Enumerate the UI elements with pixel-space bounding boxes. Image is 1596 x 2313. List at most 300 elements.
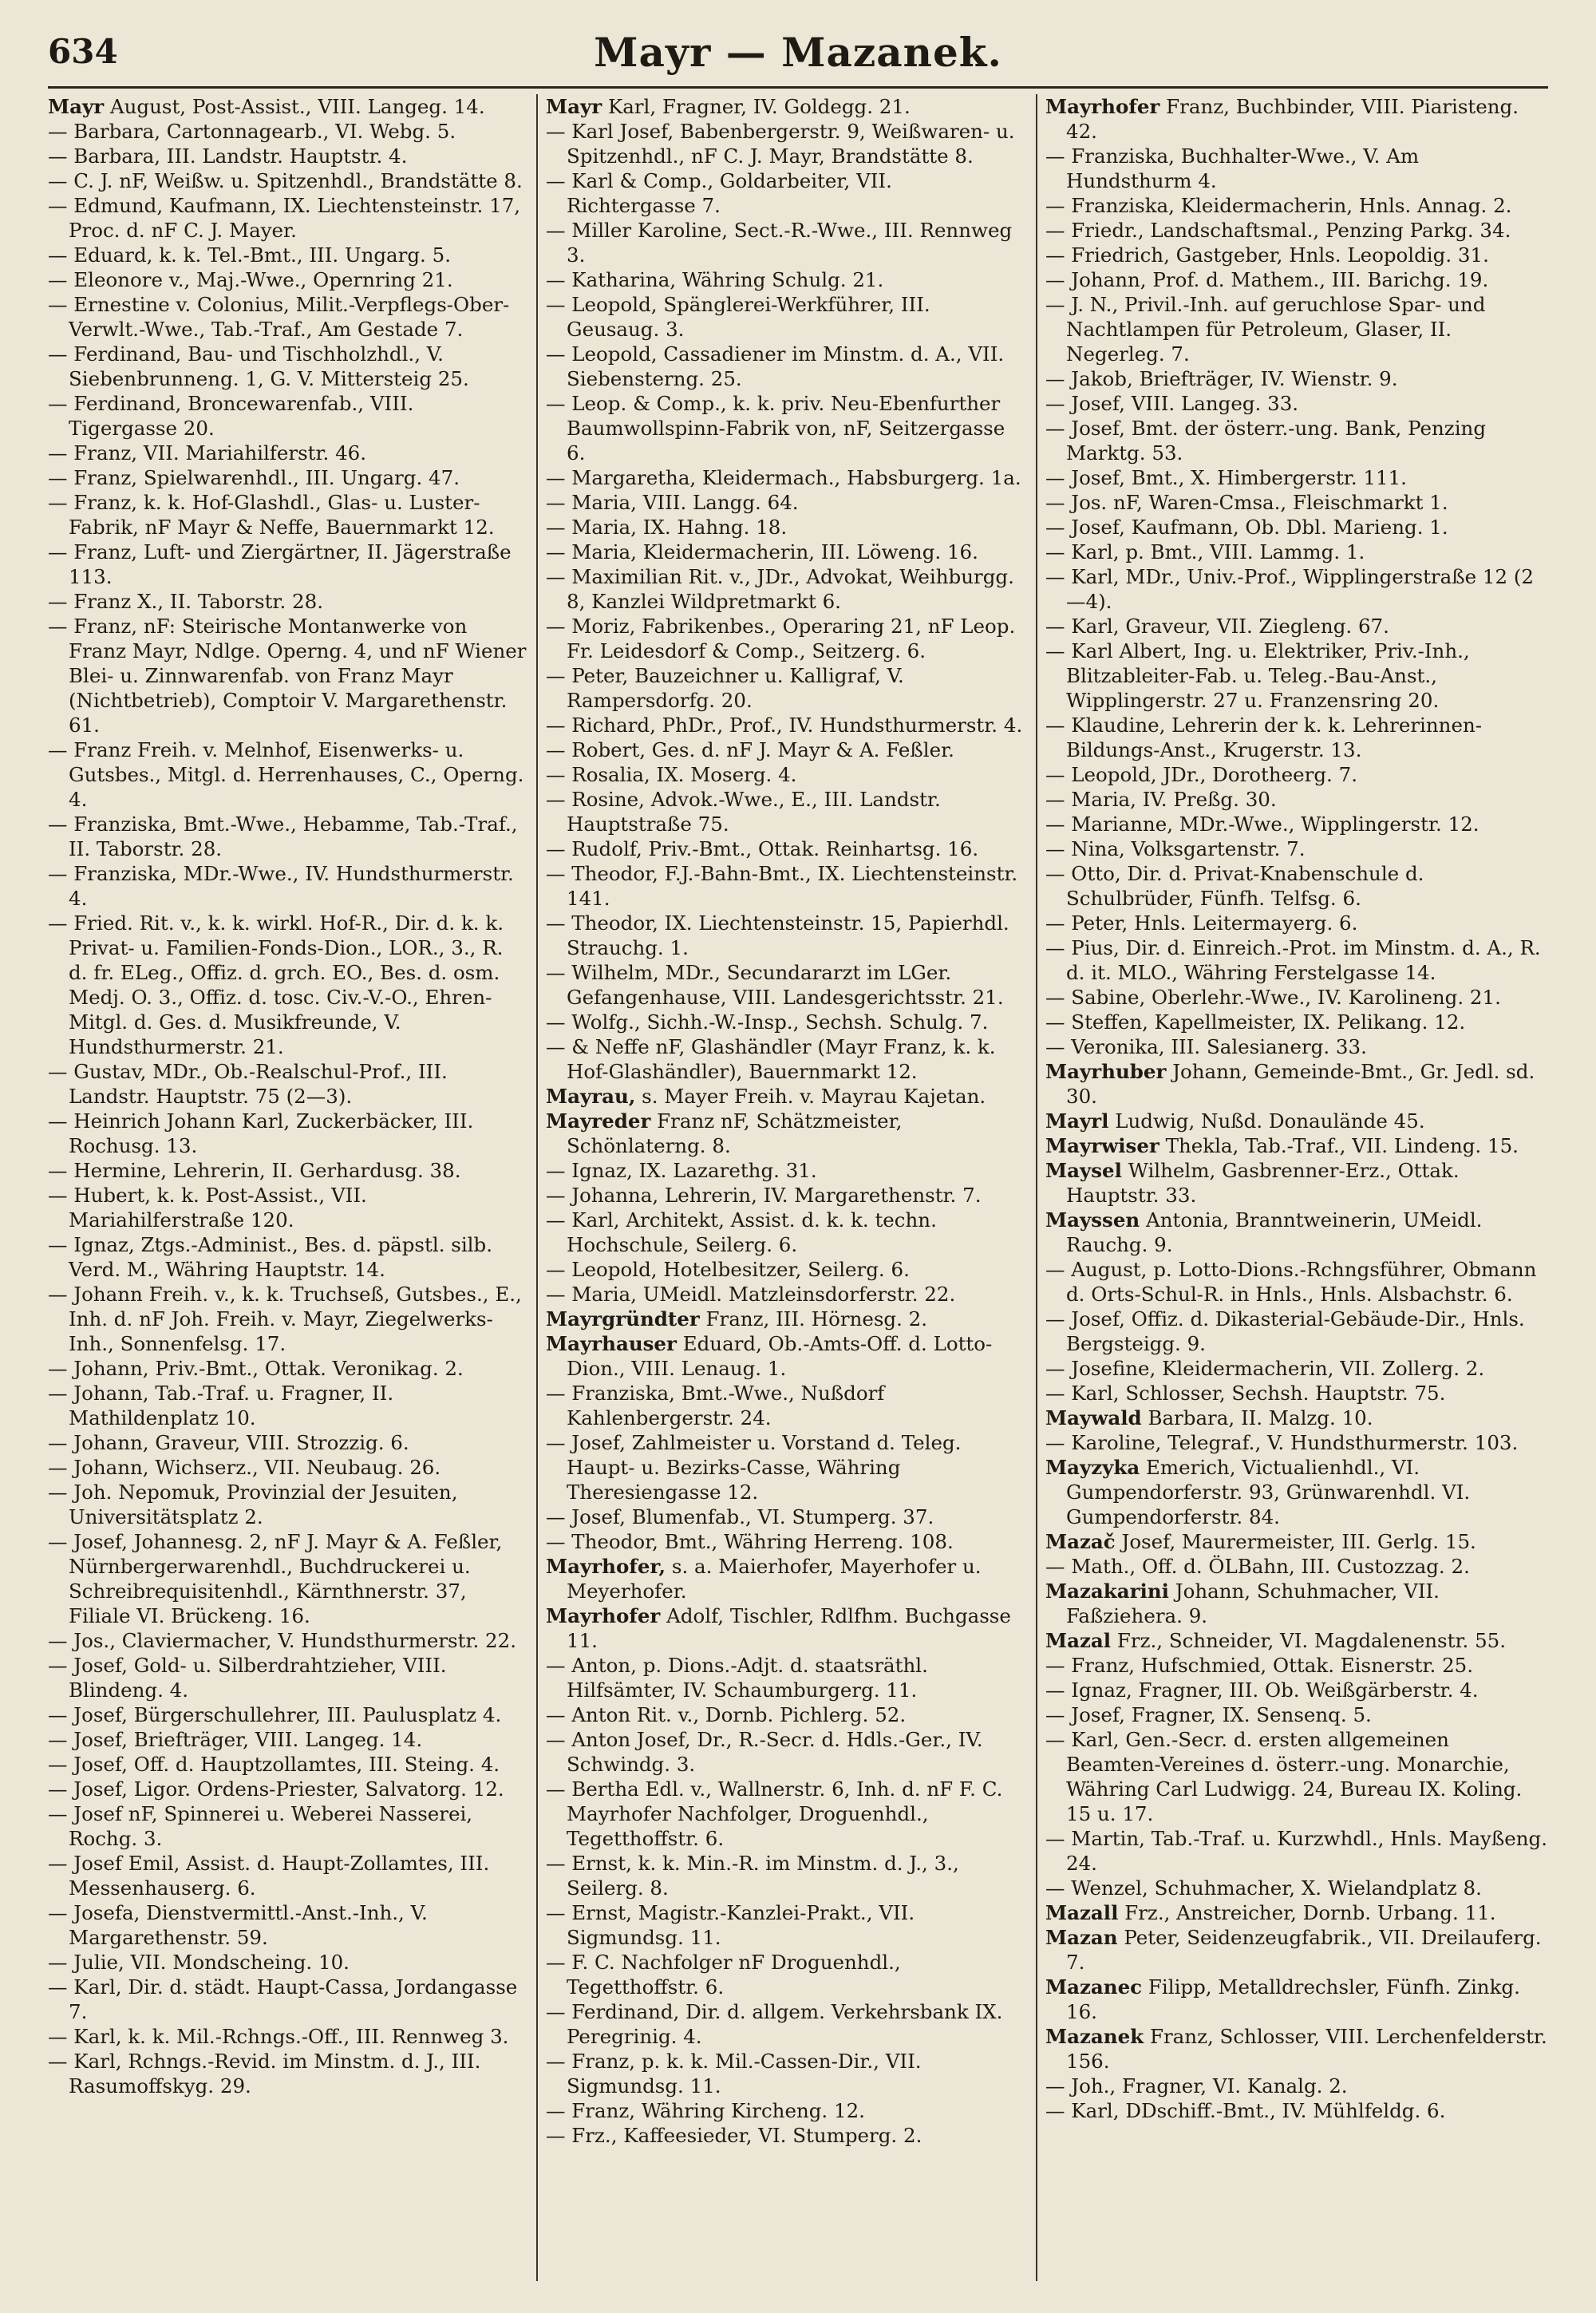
directory-entry <box>546 2123 1025 2148</box>
entry-text: — Josef nF, Spinnerei u. Weberei Nasserei, Rochg. 3. <box>48 1802 473 1850</box>
directory-entry <box>1045 836 1548 861</box>
entry-text: s. a. Maierhofer, Mayerhofer u. Meyerhofer. <box>567 1555 982 1603</box>
entry-headword: Mayreder <box>546 1109 651 1133</box>
entry-text: — Josefine, Kleidermacherin, VII. Zollerg. 2. <box>1045 1357 1485 1380</box>
entry-text: — Margaretha, Kleidermach., Habsburgerg. 1a. <box>546 466 1021 489</box>
directory-entry <box>1045 713 1548 762</box>
directory-entry <box>546 465 1025 490</box>
directory-entry <box>1045 787 1548 812</box>
directory-entry <box>546 94 1025 119</box>
entry-text: — Franz, Luft- und Ziergärtner, II. Jägerstraße 113. <box>48 540 512 588</box>
directory-entry <box>48 267 527 292</box>
entry-text: — Jakob, Briefträger, IV. Wienstr. 9. <box>1045 367 1398 390</box>
directory-entry <box>1045 1010 1548 1034</box>
entry-text: — Josef, Briefträger, VIII. Langeg. 14. <box>48 1728 423 1751</box>
directory-entry <box>1045 911 1548 935</box>
directory-entry <box>546 1430 1025 1504</box>
entry-text: Thekla, Tab.-Traf., VII. Lindeng. 15. <box>1165 1134 1519 1157</box>
directory-entry <box>48 1702 527 1727</box>
directory-entry <box>48 391 527 441</box>
directory-entry <box>546 1603 1025 1653</box>
directory-entry <box>1045 1579 1548 1628</box>
entry-text: — Math., Off. d. ÖLBahn, III. Custozzag. 2. <box>1045 1555 1470 1578</box>
entry-text: Franz, III. Hörnesg. 2. <box>705 1307 928 1330</box>
directory-entry <box>1045 2098 1548 2123</box>
directory-entry <box>48 1529 527 1628</box>
directory-entry <box>48 861 527 911</box>
entry-text: Filipp, Metalldrechsler, Fünfh. Zinkg. 16. <box>1066 1975 1520 2023</box>
entry-text: — Katharina, Währing Schulg. 21. <box>546 268 884 291</box>
entry-text: — Franz, VII. Mariahilferstr. 46. <box>48 441 367 465</box>
directory-entry <box>546 737 1025 762</box>
entry-headword: Mazakarini <box>1045 1580 1169 1603</box>
entry-text: Franz nF, Schätzmeister, Schönlaterng. 8. <box>567 1109 903 1157</box>
directory-entry <box>546 1727 1025 1777</box>
page-title: Mayr — Mazanek. <box>594 29 1002 76</box>
entry-text: — Frz., Kaffeesieder, VI. Stumperg. 2. <box>546 2124 922 2147</box>
entry-headword: Mayrhofer <box>546 1604 661 1627</box>
directory-entry <box>546 119 1025 168</box>
directory-entry <box>546 1010 1025 1034</box>
directory-entry <box>1045 1307 1548 1356</box>
directory-entry <box>546 540 1025 564</box>
entry-text: — Julie, VII. Mondscheing. 10. <box>48 1951 350 1974</box>
entry-text: Josef, Maurermeister, III. Gerlg. 15. <box>1121 1530 1476 1553</box>
directory-entry <box>48 2024 527 2049</box>
entry-text: — Franz Freih. v. Melnhof, Eisenwerks- u. Gutsbes., Mitgl. d. Herrenhauses, C., Operng. 4. <box>48 738 524 811</box>
directory-entry <box>1045 1826 1548 1876</box>
entry-text: — Karl, Graveur, VII. Ziegleng. 67. <box>1045 615 1389 638</box>
entry-text: Emerich, Victualienhdl., VI. Gumpendorferstr. 93, Grünwarenhdl. VI. Gumpendorferstr. 84. <box>1066 1456 1471 1528</box>
entry-text: — Leopold, JDr., Dorotheerg. 7. <box>1045 763 1358 786</box>
directory-entry <box>546 1529 1025 1554</box>
entry-text: — Karl Josef, Babenbergerstr. 9, Weißwaren- u. Spitzenhdl., nF C. J. Mayr, Brandstätte 8. <box>546 120 1015 168</box>
entry-text: — C. J. nF, Weißw. u. Spitzenhdl., Brandstätte 8. <box>48 169 523 192</box>
entry-text: — Otto, Dir. d. Privat-Knabenschule d. Schulbrüder, Fünfh. Telfsg. 6. <box>1045 862 1424 910</box>
directory-entry <box>546 2049 1025 2098</box>
directory-entry <box>1045 1653 1548 1678</box>
entry-text: — Josef, Bürgerschullehrer, III. Paulusplatz 4. <box>48 1703 502 1726</box>
entry-text: — Karl Albert, Ing. u. Elektriker, Priv.-Inh., Blitzableiter-Fab. u. Teleg.-Bau-Anst., Wipplingerstr. 27 u. Franzensring 20. <box>1045 639 1470 712</box>
entry-text: — Ignaz, Fragner, III. Ob. Weißgärberstr. 4. <box>1045 1678 1479 1702</box>
directory-entry <box>48 1727 527 1752</box>
directory-entry <box>48 589 527 614</box>
entry-text: — August, p. Lotto-Dions.-Rchngsführer, Obmann d. Orts-Schul-R. in Hnls., Hnls. Alsbachstr. 6. <box>1045 1258 1537 1306</box>
entry-text: — Maria, Kleidermacherin, III. Löweng. 16. <box>546 540 978 563</box>
entry-text: — Johann Freih. v., k. k. Truchseß, Gutsbes., E., Inh. d. nF Joh. Freih. v. Mayr, Ziegelwerks-Inh., Sonnenfelsg. 17. <box>48 1283 522 1355</box>
entry-text: — Josef, Ligor. Ordens-Priester, Salvatorg. 12. <box>48 1777 504 1801</box>
entry-text: — Maximilian Rit. v., JDr., Advokat, Weihburgg. 8, Kanzlei Wildpretmarkt 6. <box>546 565 1014 613</box>
entry-text: — Franz, nF: Steirische Montanwerke von Franz Mayr, Ndlge. Operng. 4, und nF Wiener Blei- u. Zinnwarenfab. von Franz Mayr (Nichtbetrieb), Comptoir V. Margarethenstr. 61. <box>48 615 527 737</box>
entry-text: Barbara, II. Malzg. 10. <box>1148 1406 1373 1429</box>
entry-text: — Ernst, Magistr.-Kanzlei-Prakt., VII. Sigmundsg. 11. <box>546 1901 915 1949</box>
entry-text: — Nina, Volksgartenstr. 7. <box>1045 837 1306 860</box>
entry-headword: Mazall <box>1045 1901 1119 1924</box>
directory-entry <box>546 1504 1025 1529</box>
directory-entry <box>1045 94 1548 144</box>
entry-text: — Franziska, Kleidermacherin, Hnls. Annag. 2. <box>1045 194 1512 217</box>
entry-text: — Hubert, k. k. Post-Assist., VII. Mariahilferstraße 120. <box>48 1184 367 1232</box>
entry-text: — Karl, Rchngs.-Revid. im Minstm. d. J., III. Rasumoffskyg. 29. <box>48 2050 481 2098</box>
directory-entry <box>546 1950 1025 1999</box>
directory-entry <box>546 787 1025 836</box>
entry-text: — Josef, VIII. Langeg. 33. <box>1045 392 1299 415</box>
directory-entry <box>546 1900 1025 1950</box>
entry-text: — & Neffe nF, Glashändler (Mayr Franz, k. k. Hof-Glashändler), Bauernmarkt 12. <box>546 1035 996 1083</box>
entry-text: — Peter, Hnls. Leitermayerg. 6. <box>1045 911 1358 935</box>
directory-entry <box>48 1851 527 1900</box>
directory-entry <box>1045 1529 1548 1554</box>
directory-entry <box>48 193 527 243</box>
directory-entry <box>48 614 527 737</box>
directory-entry <box>48 465 527 490</box>
entry-text: August, Post-Assist., VIII. Langeg. 14. <box>109 95 485 118</box>
entry-text: — Veronika, III. Salesianerg. 33. <box>1045 1035 1367 1058</box>
directory-entry <box>1045 540 1548 564</box>
entry-text: — Friedr., Landschaftsmal., Penzing Parkg. 34. <box>1045 219 1511 242</box>
entry-text: — Johann, Priv.-Bmt., Ottak. Veronikag. 2. <box>48 1357 464 1380</box>
entry-text: — Klaudine, Lehrerin der k. k. Lehrerinnen-Bildungs-Anst., Krugerstr. 13. <box>1045 714 1483 761</box>
directory-entry <box>1045 812 1548 836</box>
entry-headword: Mayzyka <box>1045 1456 1140 1479</box>
directory-entry <box>48 812 527 861</box>
directory-entry <box>48 911 527 1059</box>
entry-text: — Rosine, Advok.-Wwe., E., III. Landstr. Hauptstraße 75. <box>546 788 941 836</box>
directory-entry <box>546 861 1025 911</box>
directory-entry <box>48 540 527 589</box>
directory-entry <box>546 713 1025 737</box>
entry-text: — Josef, Fragner, IX. Sensenq. 5. <box>1045 1703 1372 1726</box>
directory-entry <box>48 1109 527 1158</box>
directory-entry <box>48 490 527 540</box>
entry-text: — Pius, Dir. d. Einreich.-Prot. im Minstm. d. A., R. d. it. MLO., Währing Ferstelgasse 14. <box>1045 936 1541 984</box>
entry-text: — Franziska, Bmt.-Wwe., Hebamme, Tab.-Traf., II. Taborstr. 28. <box>48 813 518 860</box>
entry-text: — Johanna, Lehrerin, IV. Margarethenstr. 7. <box>546 1184 982 1207</box>
entry-text: — Barbara, Cartonnagearb., VI. Webg. 5. <box>48 120 456 143</box>
directory-entry <box>48 243 527 267</box>
directory-entry <box>546 1777 1025 1851</box>
directory-entry <box>546 564 1025 614</box>
entry-text: — Barbara, III. Landstr. Hauptstr. 4. <box>48 144 408 168</box>
directory-entry <box>48 1975 527 2024</box>
directory-entry <box>48 1381 527 1430</box>
entry-text: — F. C. Nachfolger nF Droguenhdl., Tegetthoffstr. 6. <box>546 1951 901 1999</box>
entry-text: Adolf, Tischler, Rdlfhm. Buchgasse 11. <box>567 1604 1011 1652</box>
entry-text: — Maria, IX. Hahng. 18. <box>546 516 788 539</box>
directory-entry <box>48 1900 527 1950</box>
entry-text: — Moriz, Fabrikenbes., Operaring 21, nF Leop. Fr. Leidesdorf & Comp., Seitzerg. 6. <box>546 615 1016 662</box>
directory-entry <box>546 1257 1025 1282</box>
entry-headword: Mayssen <box>1045 1208 1140 1232</box>
entry-text: — Heinrich Johann Karl, Zuckerbäcker, III. Rochusg. 13. <box>48 1109 474 1157</box>
entry-text: s. Mayer Freih. v. Mayrau Kajetan. <box>642 1085 986 1108</box>
directory-entry <box>546 663 1025 713</box>
directory-entry <box>546 762 1025 787</box>
directory-entry <box>1045 1702 1548 1727</box>
entry-text: — Johann, Prof. d. Mathem., III. Barichg. 19. <box>1045 268 1489 291</box>
directory-entry <box>546 1307 1025 1331</box>
entry-text: — Ignaz, IX. Lazarethg. 31. <box>546 1159 817 1182</box>
entry-text: — Steffen, Kapellmeister, IX. Pelikang. 12. <box>1045 1010 1466 1034</box>
directory-entry <box>48 1628 527 1653</box>
directory-entry <box>546 342 1025 391</box>
directory-entry <box>546 267 1025 292</box>
entry-text: — Franz, Spielwarenhdl., III. Ungarg. 47. <box>48 466 460 489</box>
directory-entry <box>546 1653 1025 1702</box>
directory-entry <box>48 119 527 144</box>
entry-text: Karl, Fragner, IV. Goldegg. 21. <box>607 95 911 118</box>
directory-entry <box>546 168 1025 218</box>
directory-entry <box>546 1851 1025 1900</box>
directory-entry <box>48 342 527 391</box>
entry-text: — Theodor, F.J.-Bahn-Bmt., IX. Liechtensteinstr. 141. <box>546 862 1018 910</box>
entry-text: — Theodor, IX. Liechtensteinstr. 15, Papierhdl. Strauchg. 1. <box>546 911 1009 959</box>
entry-text: Frz., Anstreicher, Dornb. Urbang. 11. <box>1124 1901 1496 1924</box>
directory-entry <box>1045 1133 1548 1158</box>
entry-text: — Anton Josef, Dr., R.-Secr. d. Hdls.-Ger., IV. Schwindg. 3. <box>546 1728 983 1776</box>
directory-entry <box>48 144 527 168</box>
directory-entry <box>546 1331 1025 1381</box>
entry-text: — Friedrich, Gastgeber, Hnls. Leopoldig. 31. <box>1045 243 1489 267</box>
entry-text: — Johann, Tab.-Traf. u. Fragner, II. Mathildenplatz 10. <box>48 1382 394 1429</box>
directory-entry <box>1045 639 1548 713</box>
entry-text: — Karoline, Telegraf., V. Hundsthurmerstr. 103. <box>1045 1431 1519 1454</box>
directory-entry <box>546 1999 1025 2049</box>
directory-entry <box>48 1158 527 1183</box>
entry-text: — Jos., Claviermacher, V. Hundsthurmerstr. 22. <box>48 1629 517 1652</box>
directory-entry <box>546 1208 1025 1257</box>
directory-entry <box>1045 1554 1548 1579</box>
entry-text: — Ferdinand, Bau- und Tischholzhdl., V. Siebenbrunneng. 1, G. V. Mittersteig 25. <box>48 342 469 390</box>
entry-text: — Josef, Off. d. Hauptzollamtes, III. Steing. 4. <box>48 1753 500 1776</box>
entry-text: — Edmund, Kaufmann, IX. Liechtensteinstr. 17, Proc. d. nF C. J. Mayer. <box>48 194 521 242</box>
directory-entry <box>1045 614 1548 639</box>
entry-text: — Robert, Ges. d. nF J. Mayr & A. Feßler. <box>546 738 954 761</box>
entry-headword: Mayrgründter <box>546 1307 700 1330</box>
directory-entry <box>48 1801 527 1851</box>
entry-text: — Fried. Rit. v., k. k. wirkl. Hof-R., Dir. d. k. k. Privat- u. Familien-Fonds-Dion., LOR., 3., R. d. fr. ELeg., Offiz. d. grch. EO., Bes. d. osm. Medj. O. 3., Offiz. d. tosc. Civ.-V.-O., Ehren-Mitgl. d. Ges. d. Musikfreunde, V. Hundsthurmerstr. 21. <box>48 911 504 1058</box>
entry-text: — Franziska, Buchhalter-Wwe., V. Am Hundsthurm 4. <box>1045 144 1420 192</box>
entry-text: — Ferdinand, Broncewarenfab., VIII. Tigergasse 20. <box>48 392 414 440</box>
entry-text: — Rosalia, IX. Moserg. 4. <box>546 763 797 786</box>
entry-text: — Josef, Kaufmann, Ob. Dbl. Marieng. 1. <box>1045 516 1448 539</box>
directory-entry <box>546 1034 1025 1084</box>
entry-text: — Peter, Bauzeichner u. Kalligraf, V. Rampersdorfg. 20. <box>546 664 904 712</box>
entry-text: — Josef, Bmt., X. Himbergerstr. 111. <box>1045 466 1407 489</box>
column-right <box>1045 94 1548 2297</box>
entry-text: — Maria, VIII. Langg. 64. <box>546 491 799 514</box>
directory-entry <box>1045 935 1548 985</box>
entry-headword: Mazanec <box>1045 1975 1143 1999</box>
directory-entry <box>48 1232 527 1282</box>
entry-text: — Joh. Nepomuk, Provinzial der Jesuiten, Universitätsplatz 2. <box>48 1481 458 1528</box>
directory-entry <box>1045 218 1548 243</box>
entry-text: — Josef, Offiz. d. Dikasterial-Gebäude-Dir., Hnls. Bergsteigg. 9. <box>1045 1307 1525 1355</box>
directory-entry <box>1045 1455 1548 1529</box>
directory-entry <box>546 614 1025 663</box>
column-left <box>48 94 527 2297</box>
entry-headword: Mayrau, <box>546 1085 636 1108</box>
column-divider <box>536 94 538 2281</box>
entry-text: — Josef, Bmt. der österr.-ung. Bank, Penzing Marktg. 53. <box>1045 417 1487 465</box>
directory-entry <box>1045 1975 1548 2024</box>
directory-entry <box>546 911 1025 960</box>
directory-entry <box>48 737 527 812</box>
directory-entry <box>48 1653 527 1702</box>
entry-headword: Mazan <box>1045 1926 1118 1949</box>
directory-entry <box>546 960 1025 1010</box>
directory-entry <box>1045 1727 1548 1826</box>
page-number: 634 <box>48 32 118 71</box>
column-middle <box>546 94 1025 2297</box>
directory-entry <box>48 1950 527 1975</box>
entry-headword: Mayrl <box>1045 1109 1109 1133</box>
directory-entry <box>48 441 527 465</box>
entry-text: Antonia, Branntweinerin, UMeidl. Rauchg. 9. <box>1066 1208 1483 1256</box>
entry-text: — Karl, Schlosser, Sechsh. Hauptstr. 75. <box>1045 1382 1446 1405</box>
entry-text: — Karl, Architekt, Assist. d. k. k. techn. Hochschule, Seilerg. 6. <box>546 1208 937 1256</box>
directory-entry <box>1045 1381 1548 1406</box>
entry-text: — Johann, Graveur, VIII. Strozzig. 6. <box>48 1431 409 1454</box>
directory-entry <box>48 292 527 342</box>
entry-headword: Mayrhofer, <box>546 1555 666 1578</box>
entry-text: Peter, Seidenzeugfabrik., VII. Dreilauferg. 7. <box>1066 1926 1542 1974</box>
entry-text: — Josef, Johannesg. 2, nF J. Mayr & A. Feßler, Nürnbergerwarenhdl., Buchdruckerei u. Schreibrequisitenhdl., Kärnthnerstr. 37, Filiale VI. Brückeng. 16. <box>48 1530 503 1627</box>
directory-entry <box>48 168 527 193</box>
entry-text: — Franz, p. k. k. Mil.-Cassen-Dir., VII. Sigmundsg. 11. <box>546 2050 922 2098</box>
entry-text: — Ernst, k. k. Min.-R. im Minstm. d. J., 3., Seilerg. 8. <box>546 1852 959 1900</box>
directory-entry <box>546 1554 1025 1603</box>
directory-entry <box>1045 267 1548 292</box>
directory-entry <box>1045 1158 1548 1208</box>
entry-text: Wilhelm, Gasbrenner-Erz., Ottak. Hauptstr. 33. <box>1066 1159 1460 1207</box>
entry-text: — Eleonore v., Maj.-Wwe., Opernring 21. <box>48 268 453 291</box>
directory-entry <box>1045 490 1548 515</box>
entry-headword: Mayr <box>546 95 602 118</box>
entry-text: — Josef, Blumenfab., VI. Stumperg. 37. <box>546 1505 934 1528</box>
entry-headword: Mayrhofer <box>1045 95 1160 118</box>
directory-entry <box>1045 515 1548 540</box>
entry-text: — Gustav, MDr., Ob.-Realschul-Prof., III. Landstr. Hauptstr. 75 (2—3). <box>48 1060 448 1108</box>
directory-entry <box>48 94 527 119</box>
directory-entry <box>1045 1925 1548 1975</box>
entry-text: — Bertha Edl. v., Wallnerstr. 6, Inh. d. nF F. C. Mayrhofer Nachfolger, Droguenhdl., Tegetthoffstr. 6. <box>546 1777 1003 1850</box>
entry-text: Ludwig, Nußd. Donaulände 45. <box>1115 1109 1425 1133</box>
entry-text: — Johann, Wichserz., VII. Neubaug. 26. <box>48 1456 441 1479</box>
entry-headword: Maywald <box>1045 1406 1142 1429</box>
entry-text: — Maria, UMeidl. Matzleinsdorferstr. 22. <box>546 1283 956 1306</box>
entry-text: — Franz, Währing Kircheng. 12. <box>546 2099 865 2122</box>
directory-entry <box>1045 366 1548 391</box>
directory-entry <box>1045 2074 1548 2098</box>
entry-text: — Hermine, Lehrerin, II. Gerhardusg. 38. <box>48 1159 461 1182</box>
directory-entry <box>546 1158 1025 1183</box>
entry-text: Johann, Gemeinde-Bmt., Gr. Jedl. sd. 30. <box>1066 1060 1535 1108</box>
directory-entry <box>546 2098 1025 2123</box>
directory-entry <box>1045 1900 1548 1925</box>
entry-text: — Josef Emil, Assist. d. Haupt-Zollamtes, III. Messenhauserg. 6. <box>48 1852 490 1900</box>
entry-text: — Karl, Gen.-Secr. d. ersten allgemeinen Beamten-Vereines d. österr.-ung. Monarchie, Währing Carl Ludwigg. 24, Bureau IX. Koling. 15 u. 17. <box>1045 1728 1523 1825</box>
entry-text: Frz., Schneider, VI. Magdalenenstr. 55. <box>1116 1629 1507 1652</box>
entry-headword: Mayrhauser <box>546 1332 677 1355</box>
entry-text: — Karl & Comp., Goldarbeiter, VII. Richtergasse 7. <box>546 169 892 217</box>
directory-entry <box>1045 1678 1548 1702</box>
directory-entry <box>546 1109 1025 1158</box>
entry-text: — Franz, Hufschmied, Ottak. Eisnerstr. 25. <box>1045 1654 1474 1677</box>
directory-entry <box>48 1282 527 1356</box>
directory-entry <box>48 1430 527 1455</box>
entry-text: — Franziska, MDr.-Wwe., IV. Hundsthurmerstr. 4. <box>48 862 514 910</box>
directory-entry <box>546 1282 1025 1307</box>
directory-entry <box>546 1381 1025 1430</box>
entry-text: — Wenzel, Schuhmacher, X. Wielandplatz 8. <box>1045 1876 1482 1900</box>
directory-entry <box>48 1059 527 1109</box>
directory-entry <box>1045 1109 1548 1133</box>
directory-entry <box>1045 391 1548 416</box>
directory-entry <box>48 1356 527 1381</box>
entry-text: — Martin, Tab.-Traf. u. Kurzwhdl., Hnls. Mayßeng. 24. <box>1045 1827 1548 1875</box>
entry-text: — Richard, PhDr., Prof., IV. Hundsthurmerstr. 4. <box>546 714 1023 737</box>
directory-entry <box>1045 1257 1548 1307</box>
directory-entry <box>1045 416 1548 465</box>
entry-text: — Leopold, Cassadiener im Minstm. d. A., VII. Siebensterng. 25. <box>546 342 1005 390</box>
directory-entry <box>1045 465 1548 490</box>
directory-entry <box>1045 1876 1548 1900</box>
directory-entry <box>1045 1430 1548 1455</box>
entry-text: — Theodor, Bmt., Währing Herreng. 108. <box>546 1530 954 1553</box>
entry-text: — J. N., Privil.-Inh. auf geruchlose Spar- und Nachtlampen für Petroleum, Glaser, II. Negerleg. 7. <box>1045 293 1486 366</box>
entry-headword: Mazač <box>1045 1530 1116 1553</box>
entry-text: — Karl, k. k. Mil.-Rchngs.-Off., III. Rennweg 3. <box>48 2025 509 2048</box>
entry-text: — Sabine, Oberlehr.-Wwe., IV. Karolineng. 21. <box>1045 986 1501 1009</box>
directory-entry <box>546 490 1025 515</box>
entry-headword: Mazanek <box>1045 2025 1144 2048</box>
entry-text: — Ferdinand, Dir. d. allgem. Verkehrsbank IX. Peregrinig. 4. <box>546 2000 1003 2048</box>
directory-entry <box>48 1183 527 1232</box>
entry-text: — Josef, Zahlmeister u. Vorstand d. Teleg. Haupt- u. Bezirks-Casse, Währing Theresiengasse 12. <box>546 1431 962 1504</box>
directory-entry <box>1045 292 1548 366</box>
entry-text: Franz, Schlosser, VIII. Lerchenfelderstr. 156. <box>1066 2025 1547 2073</box>
directory-entry <box>48 1777 527 1801</box>
directory-entry <box>546 515 1025 540</box>
entry-text: — Jos. nF, Waren-Cmsa., Fleischmarkt 1. <box>1045 491 1448 514</box>
entry-text: — Josefa, Dienstvermittl.-Anst.-Inh., V. Margarethenstr. 59. <box>48 1901 428 1949</box>
entry-text: Eduard, Ob.-Amts-Off. d. Lotto-Dion., VIII. Lenaug. 1. <box>567 1332 993 1380</box>
column-divider <box>1036 94 1037 2281</box>
directory-entry <box>48 1480 527 1529</box>
entry-text: — Franziska, Bmt.-Wwe., Nußdorf Kahlenbergerstr. 24. <box>546 1382 885 1429</box>
entry-text: — Leopold, Hotelbesitzer, Seilerg. 6. <box>546 1258 910 1281</box>
directory-entry <box>1045 861 1548 911</box>
directory-entry <box>1045 564 1548 614</box>
directory-entry <box>1045 1208 1548 1257</box>
directory-entry <box>546 292 1025 342</box>
entry-text: — Wilhelm, MDr., Secundararzt im LGer. Gefangenhause, VIII. Landesgerichtsstr. 21. <box>546 961 1004 1009</box>
directory-entry <box>1045 243 1548 267</box>
directory-entry <box>1045 1034 1548 1059</box>
directory-entry <box>546 1084 1025 1109</box>
entry-headword: Mazal <box>1045 1629 1112 1652</box>
entry-headword: Maysel <box>1045 1159 1122 1182</box>
entry-text: — Josef, Gold- u. Silberdrahtzieher, VIII. Blindeng. 4. <box>48 1654 447 1702</box>
directory-entry <box>546 391 1025 465</box>
directory-entry <box>48 2049 527 2098</box>
entry-text: — Franz X., II. Taborstr. 28. <box>48 590 323 613</box>
entry-text: — Miller Karoline, Sect.-R.-Wwe., III. Rennweg 3. <box>546 219 1013 267</box>
entry-headword: Mayr <box>48 95 105 118</box>
entry-text: — Maria, IV. Preßg. 30. <box>1045 788 1277 811</box>
directory-entry <box>48 1752 527 1777</box>
